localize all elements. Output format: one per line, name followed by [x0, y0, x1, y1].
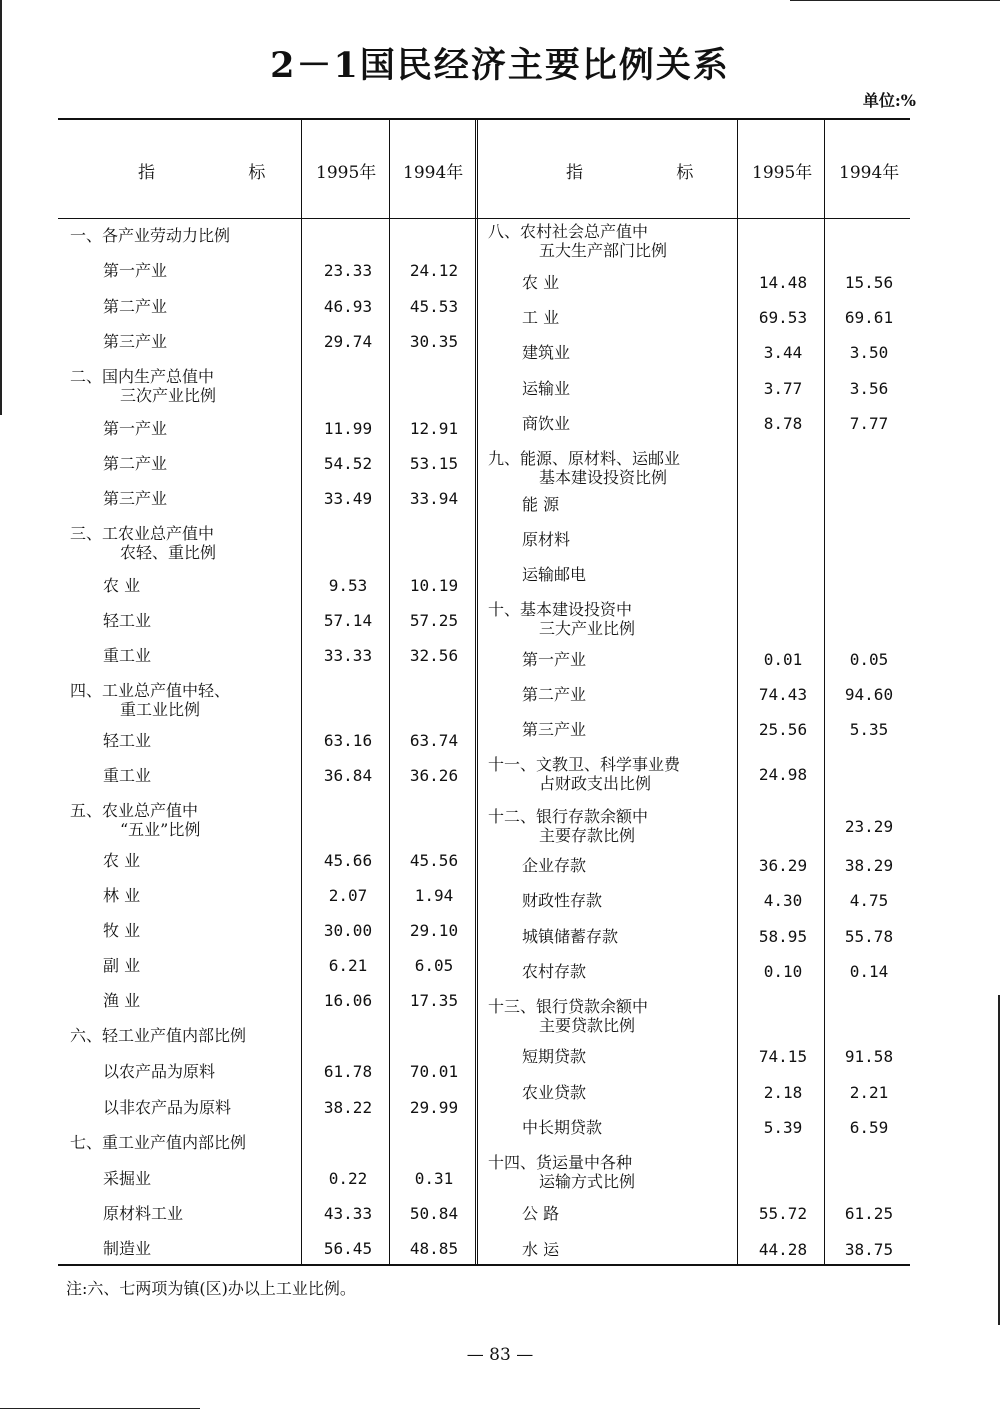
- value-1994: 61.25: [844, 1204, 894, 1223]
- value-1994: 3.50: [849, 343, 889, 362]
- value-1994: 91.58: [844, 1047, 894, 1066]
- row-label: 制造业: [103, 1239, 152, 1258]
- column-divider: [389, 118, 390, 1266]
- value-1994: 30.35: [409, 332, 459, 351]
- value-1995: 57.14: [323, 611, 373, 630]
- row-label: 农 业: [103, 851, 141, 870]
- value-1995: 74.43: [758, 685, 808, 704]
- column-divider: [737, 118, 738, 1266]
- page-number: — 83 —: [466, 1345, 534, 1365]
- row-label: 第三产业: [522, 720, 587, 739]
- row-label: 第三产业: [103, 489, 168, 508]
- value-1995: 16.06: [323, 991, 373, 1010]
- header-year-1994-left: 1994年: [403, 163, 464, 183]
- ratio-table: [58, 118, 910, 1266]
- row-label: 渔 业: [103, 991, 141, 1010]
- value-1994: 50.84: [409, 1204, 459, 1223]
- value-1995: 2.18: [763, 1083, 803, 1102]
- header-indicator-left: 指 标: [138, 163, 310, 183]
- row-label: 第一产业: [522, 650, 587, 669]
- row-label: 商饮业: [522, 414, 571, 433]
- value-1994: 53.15: [409, 454, 459, 473]
- row-label: 第二产业: [103, 454, 168, 473]
- value-1994: 6.05: [414, 956, 454, 975]
- value-1995: 3.77: [763, 379, 803, 398]
- value-1995: 36.84: [323, 766, 373, 785]
- value-1994: 7.77: [849, 414, 889, 433]
- value-1994: 32.56: [409, 646, 459, 665]
- row-label: 运输邮电: [522, 565, 587, 584]
- section-heading-line2: 重工业比例: [120, 700, 201, 719]
- value-1994: 55.78: [844, 927, 894, 946]
- value-1995: 9.53: [328, 576, 368, 595]
- value-1994: 45.56: [409, 851, 459, 870]
- value-1995: 14.48: [758, 273, 808, 292]
- value-1994: 4.75: [849, 891, 889, 910]
- value-1994: 0.05: [849, 650, 889, 669]
- value-1994: 29.10: [409, 921, 459, 940]
- value-1995: 30.00: [323, 921, 373, 940]
- row-label: 农 业: [522, 273, 560, 292]
- value-1995: 4.30: [763, 891, 803, 910]
- row-label: 中长期贷款: [522, 1118, 603, 1137]
- value-1995: 25.56: [758, 720, 808, 739]
- value-1995: 0.01: [763, 650, 803, 669]
- value-1995: 63.16: [323, 731, 373, 750]
- section-heading: 九、能源、原材料、运邮业: [488, 449, 681, 468]
- page-title: 2－1国民经济主要比例关系: [270, 45, 730, 86]
- section-heading: 十二、银行存款余额中: [488, 807, 649, 826]
- value-1994: 0.14: [849, 962, 889, 981]
- value-1994: 10.19: [409, 576, 459, 595]
- row-label: 采掘业: [103, 1169, 152, 1188]
- row-label: 第一产业: [103, 261, 168, 280]
- value-1994: 70.01: [409, 1062, 459, 1081]
- section-heading-line2: 三大产业比例: [539, 619, 636, 638]
- value-1995: 54.52: [323, 454, 373, 473]
- section-heading-line2: 五大生产部门比例: [539, 241, 668, 260]
- row-label: 第三产业: [103, 332, 168, 351]
- column-divider: [824, 118, 825, 1266]
- section-heading-line2: 三次产业比例: [120, 386, 217, 405]
- row-label: 工 业: [522, 308, 560, 327]
- value-1995: 36.29: [758, 856, 808, 875]
- value-1995: 3.44: [763, 343, 803, 362]
- value-1994: 48.85: [409, 1239, 459, 1258]
- header-indicator-right: 指 标: [566, 163, 738, 183]
- row-label: 公 路: [522, 1204, 560, 1223]
- row-label: 财政性存款: [522, 891, 603, 910]
- value-1994: 63.74: [409, 731, 459, 750]
- row-label: 城镇储蓄存款: [522, 927, 619, 946]
- value-1995: 2.07: [328, 886, 368, 905]
- section-heading: 三、工农业总产值中: [70, 524, 215, 543]
- value-1994: 33.94: [409, 489, 459, 508]
- row-label: 第一产业: [103, 419, 168, 438]
- section-heading: 八、农村社会总产值中: [488, 222, 649, 241]
- value-1995: 44.28: [758, 1240, 808, 1259]
- value-1994: 15.56: [844, 273, 894, 292]
- table-bottom-rule: [58, 1264, 910, 1266]
- section-heading-line2: 农轻、重比例: [120, 543, 217, 562]
- section-heading: 十四、货运量中各种: [488, 1153, 633, 1172]
- value-1994: 69.61: [844, 308, 894, 327]
- value-1994: 29.99: [409, 1098, 459, 1117]
- table-top-rule: [58, 118, 910, 120]
- row-label: 牧 业: [103, 921, 141, 940]
- value-1994: 12.91: [409, 419, 459, 438]
- value-1995: 45.66: [323, 851, 373, 870]
- unit-label: 单位:%: [862, 91, 916, 110]
- row-label: 农业贷款: [522, 1083, 587, 1102]
- row-label: 重工业: [103, 646, 152, 665]
- row-label: 农村存款: [522, 962, 587, 981]
- value-1994: 1.94: [414, 886, 454, 905]
- value-1995: 6.21: [328, 956, 368, 975]
- header-year-1995-right: 1995年: [752, 163, 813, 183]
- value-1995: 8.78: [763, 414, 803, 433]
- row-label: 重工业: [103, 766, 152, 785]
- value-1995: 56.45: [323, 1239, 373, 1258]
- value-1995: 58.95: [758, 927, 808, 946]
- value-1994: 45.53: [409, 297, 459, 316]
- row-label: 第二产业: [522, 685, 587, 704]
- value-1994: 6.59: [849, 1118, 889, 1137]
- value-1995: 29.74: [323, 332, 373, 351]
- footnote: 注:六、七两项为镇(区)办以上工业比例。: [66, 1279, 356, 1298]
- value-1995: 69.53: [758, 308, 808, 327]
- value-1994: 38.75: [844, 1240, 894, 1259]
- row-label: 第二产业: [103, 297, 168, 316]
- header-year-1994-right: 1994年: [839, 163, 900, 183]
- value-1995: 74.15: [758, 1047, 808, 1066]
- bottom-edge-line: [0, 1408, 200, 1409]
- section-heading-line2: 基本建设投资比例: [539, 468, 668, 487]
- row-label: 以农产品为原料: [103, 1062, 216, 1081]
- value-1995: 0.22: [328, 1169, 368, 1188]
- value-1994: 94.60: [844, 685, 894, 704]
- value-1994: 0.31: [414, 1169, 454, 1188]
- value-1994: 24.12: [409, 261, 459, 280]
- row-label: 建筑业: [522, 343, 571, 362]
- value-1995: 0.10: [763, 962, 803, 981]
- value-1994: 57.25: [409, 611, 459, 630]
- value-1995: 23.33: [323, 261, 373, 280]
- section-heading: 十、基本建设投资中: [488, 600, 633, 619]
- row-label: 短期贷款: [522, 1047, 587, 1066]
- value-1995: 46.93: [323, 297, 373, 316]
- row-label: 原材料工业: [103, 1204, 184, 1223]
- row-label: 企业存款: [522, 856, 587, 875]
- value-1995: 5.39: [763, 1118, 803, 1137]
- value-1994: 3.56: [849, 379, 889, 398]
- value-1995: 38.22: [323, 1098, 373, 1117]
- value-1994: 36.26: [409, 766, 459, 785]
- row-label: 林 业: [103, 886, 141, 905]
- section-heading: 一、各产业劳动力比例: [70, 226, 231, 245]
- section-heading: 七、重工业产值内部比例: [70, 1133, 247, 1152]
- value-1995: 43.33: [323, 1204, 373, 1223]
- row-label: 轻工业: [103, 611, 152, 630]
- top-edge-line: [790, 0, 1000, 1]
- value-1994: 2.21: [849, 1083, 889, 1102]
- section-heading: 二、国内生产总值中: [70, 367, 215, 386]
- value-1995: 33.49: [323, 489, 373, 508]
- row-label: 原材料: [522, 530, 571, 549]
- row-label: 运输业: [522, 379, 571, 398]
- section-heading-line2: 主要存款比例: [539, 826, 636, 845]
- section-heading-line2: 占财政支出比例: [539, 774, 652, 793]
- value-1994: 5.35: [849, 720, 889, 739]
- row-label: 水 运: [522, 1240, 560, 1259]
- header-year-1995-left: 1995年: [316, 163, 377, 183]
- table-header-rule: [58, 218, 910, 219]
- section-heading: 五、农业总产值中: [70, 801, 199, 820]
- value-1994: 38.29: [844, 856, 894, 875]
- value-1995: 11.99: [323, 419, 373, 438]
- section-heading: 四、工业总产值中轻、: [70, 681, 231, 700]
- row-label: 能 源: [522, 495, 560, 514]
- value-1994: 23.29: [844, 817, 894, 836]
- section-heading-line2: 运输方式比例: [539, 1172, 636, 1191]
- row-label: 轻工业: [103, 731, 152, 750]
- section-heading: 六、轻工业产值内部比例: [70, 1026, 247, 1045]
- section-heading: 十一、文教卫、科学事业费: [488, 755, 681, 774]
- section-heading: 十三、银行贷款余额中: [488, 997, 649, 1016]
- row-label: 副 业: [103, 956, 141, 975]
- column-divider-double: [475, 118, 476, 1266]
- value-1995: 33.33: [323, 646, 373, 665]
- section-heading-line2: 主要贷款比例: [539, 1016, 636, 1035]
- section-heading-line2: “五业”比例: [120, 820, 201, 839]
- row-label: 农 业: [103, 576, 141, 595]
- value-1995: 61.78: [323, 1062, 373, 1081]
- value-1994: 17.35: [409, 991, 459, 1010]
- row-label: 以非农产品为原料: [103, 1098, 232, 1117]
- column-divider: [301, 118, 302, 1266]
- value-1995: 55.72: [758, 1204, 808, 1223]
- value-1995: 24.98: [758, 765, 808, 784]
